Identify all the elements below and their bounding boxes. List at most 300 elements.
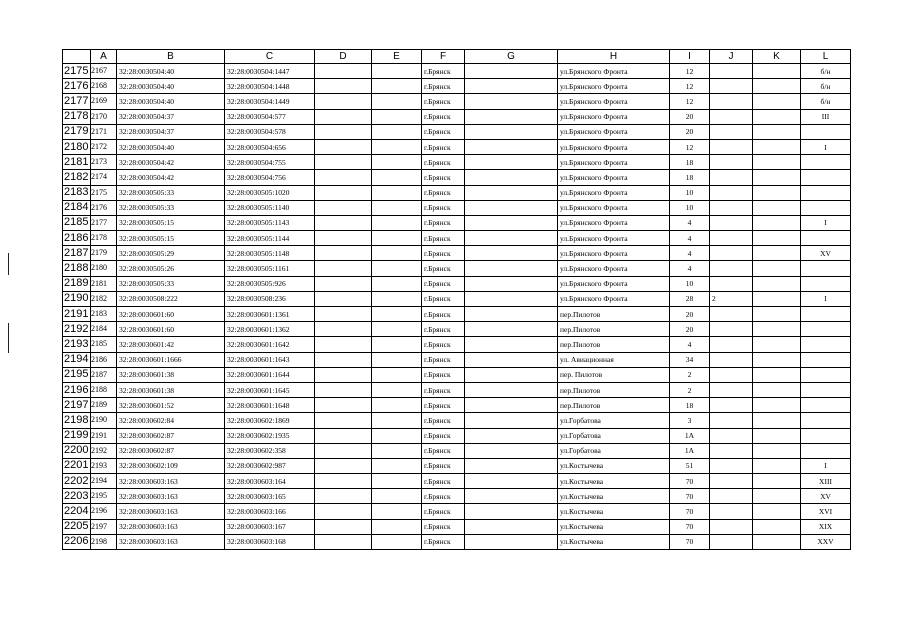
cell-g[interactable] [465,170,558,185]
cell-b[interactable]: 32:28:0030505:33 [117,185,225,200]
cell-h[interactable]: ул.Брянского Фронта [558,231,670,246]
cell-c[interactable]: 32:28:0030505:1143 [225,215,315,230]
cell-a[interactable]: 2194 [91,474,117,489]
cell-k[interactable] [753,109,801,124]
cell-h[interactable]: пер.Пилотов [558,337,670,352]
cell-h[interactable]: ул.Брянского Фронта [558,79,670,94]
cell-f[interactable]: г.Брянск [422,94,465,109]
cell-e[interactable] [372,79,422,94]
cell-g[interactable] [465,519,558,534]
cell-k[interactable] [753,246,801,261]
cell-b[interactable]: 32:28:0030602:109 [117,458,225,473]
row-number-cell[interactable]: 2195 [63,367,91,382]
cell-l[interactable]: XIII [801,474,851,489]
cell-g[interactable] [465,79,558,94]
cell-b[interactable]: 32:28:0030505:15 [117,215,225,230]
cell-l[interactable] [801,200,851,215]
cell-h[interactable]: ул.Брянского Фронта [558,109,670,124]
cell-d[interactable] [315,139,372,154]
cell-e[interactable] [372,428,422,443]
cell-f[interactable]: г.Брянск [422,322,465,337]
cell-a[interactable]: 2190 [91,413,117,428]
cell-j[interactable] [710,94,753,109]
cell-k[interactable] [753,94,801,109]
cell-i[interactable]: 70 [670,504,710,519]
cell-g[interactable] [465,276,558,291]
cell-i[interactable]: 12 [670,139,710,154]
cell-i[interactable]: 20 [670,307,710,322]
cell-h[interactable]: ул.Костычева [558,534,670,549]
cell-a[interactable]: 2177 [91,215,117,230]
cell-b[interactable]: 32:28:0030602:87 [117,443,225,458]
row-number-cell[interactable]: 2206 [63,534,91,549]
cell-d[interactable] [315,458,372,473]
cell-h[interactable]: ул.Брянского Фронта [558,139,670,154]
cell-c[interactable]: 32:28:0030505:1161 [225,261,315,276]
cell-g[interactable] [465,307,558,322]
cell-g[interactable] [465,109,558,124]
cell-a[interactable]: 2187 [91,367,117,382]
cell-h[interactable]: пер.Пилотов [558,307,670,322]
cell-h[interactable]: ул.Костычева [558,519,670,534]
cell-a[interactable]: 2170 [91,109,117,124]
cell-c[interactable]: 32:28:0030601:1642 [225,337,315,352]
cell-k[interactable] [753,276,801,291]
cell-k[interactable] [753,139,801,154]
cell-d[interactable] [315,307,372,322]
column-header[interactable]: K [753,50,801,64]
cell-h[interactable]: ул.Брянского Фронта [558,200,670,215]
cell-f[interactable]: г.Брянск [422,504,465,519]
cell-e[interactable] [372,489,422,504]
column-header[interactable]: D [315,50,372,64]
cell-a[interactable]: 2184 [91,322,117,337]
cell-h[interactable]: ул.Костычева [558,474,670,489]
row-number-cell[interactable]: 2184 [63,200,91,215]
cell-l[interactable]: I [801,215,851,230]
cell-c[interactable]: 32:28:0030601:1644 [225,367,315,382]
cell-d[interactable] [315,337,372,352]
cell-d[interactable] [315,504,372,519]
row-number-cell[interactable]: 2176 [63,79,91,94]
cell-k[interactable] [753,458,801,473]
cell-g[interactable] [465,534,558,549]
cell-f[interactable]: г.Брянск [422,64,465,79]
cell-h[interactable]: ул.Горбатова [558,413,670,428]
cell-e[interactable] [372,322,422,337]
cell-e[interactable] [372,352,422,367]
cell-i[interactable]: 18 [670,155,710,170]
row-number-cell[interactable]: 2187 [63,246,91,261]
cell-j[interactable] [710,64,753,79]
cell-k[interactable] [753,398,801,413]
cell-i[interactable]: 70 [670,519,710,534]
cell-b[interactable]: 32:28:0030504:40 [117,139,225,154]
cell-k[interactable] [753,79,801,94]
cell-a[interactable]: 2198 [91,534,117,549]
row-number-cell[interactable]: 2193 [63,337,91,352]
row-number-cell[interactable]: 2198 [63,413,91,428]
cell-h[interactable]: ул.Горбатова [558,443,670,458]
cell-d[interactable] [315,155,372,170]
cell-i[interactable]: 18 [670,170,710,185]
cell-e[interactable] [372,109,422,124]
cell-g[interactable] [465,200,558,215]
cell-e[interactable] [372,367,422,382]
cell-i[interactable]: 10 [670,185,710,200]
cell-d[interactable] [315,246,372,261]
row-number-cell[interactable]: 2186 [63,231,91,246]
cell-k[interactable] [753,337,801,352]
column-header[interactable]: B [117,50,225,64]
cell-j[interactable] [710,170,753,185]
column-header[interactable]: L [801,50,851,64]
cell-k[interactable] [753,428,801,443]
cell-b[interactable]: 32:28:0030601:60 [117,307,225,322]
cell-l[interactable]: XIX [801,519,851,534]
cell-g[interactable] [465,139,558,154]
cell-f[interactable]: г.Брянск [422,428,465,443]
cell-i[interactable]: 51 [670,458,710,473]
cell-c[interactable]: 32:28:0030601:1643 [225,352,315,367]
cell-l[interactable]: XVI [801,504,851,519]
cell-c[interactable]: 32:28:0030504:577 [225,109,315,124]
cell-d[interactable] [315,291,372,306]
cell-i[interactable]: 2 [670,382,710,397]
cell-e[interactable] [372,185,422,200]
cell-h[interactable]: ул.Брянского Фронта [558,185,670,200]
cell-i[interactable]: 28 [670,291,710,306]
cell-f[interactable]: г.Брянск [422,109,465,124]
cell-l[interactable]: б/н [801,94,851,109]
row-number-cell[interactable]: 2185 [63,215,91,230]
cell-l[interactable] [801,322,851,337]
cell-g[interactable] [465,504,558,519]
cell-h[interactable]: ул.Костычева [558,504,670,519]
cell-e[interactable] [372,398,422,413]
cell-a[interactable]: 2172 [91,139,117,154]
cell-i[interactable]: 4 [670,215,710,230]
row-number-cell[interactable]: 2202 [63,474,91,489]
cell-e[interactable] [372,64,422,79]
row-number-cell[interactable]: 2192 [63,322,91,337]
cell-g[interactable] [465,322,558,337]
cell-b[interactable]: 32:28:0030504:42 [117,170,225,185]
column-header[interactable]: C [225,50,315,64]
cell-l[interactable] [801,261,851,276]
cell-c[interactable]: 32:28:0030504:1447 [225,64,315,79]
cell-d[interactable] [315,185,372,200]
cell-e[interactable] [372,474,422,489]
column-header[interactable]: G [465,50,558,64]
cell-e[interactable] [372,337,422,352]
cell-e[interactable] [372,139,422,154]
cell-c[interactable]: 32:28:0030505:1020 [225,185,315,200]
cell-a[interactable]: 2179 [91,246,117,261]
cell-i[interactable]: 10 [670,276,710,291]
cell-i[interactable]: 10 [670,200,710,215]
cell-c[interactable]: 32:28:0030603:168 [225,534,315,549]
cell-c[interactable]: 32:28:0030505:1144 [225,231,315,246]
row-number-cell[interactable]: 2199 [63,428,91,443]
cell-g[interactable] [465,382,558,397]
cell-b[interactable]: 32:28:0030603:163 [117,489,225,504]
cell-i[interactable]: 12 [670,64,710,79]
cell-l[interactable] [801,185,851,200]
cell-e[interactable] [372,215,422,230]
row-number-cell[interactable]: 2180 [63,139,91,154]
cell-e[interactable] [372,124,422,139]
cell-l[interactable] [801,307,851,322]
cell-i[interactable]: 4 [670,337,710,352]
cell-k[interactable] [753,200,801,215]
cell-d[interactable] [315,443,372,458]
cell-l[interactable] [801,337,851,352]
cell-b[interactable]: 32:28:0030505:26 [117,261,225,276]
cell-a[interactable]: 2193 [91,458,117,473]
cell-d[interactable] [315,519,372,534]
row-number-cell[interactable]: 2175 [63,64,91,79]
cell-f[interactable]: г.Брянск [422,474,465,489]
cell-e[interactable] [372,519,422,534]
cell-g[interactable] [465,185,558,200]
row-number-cell[interactable]: 2204 [63,504,91,519]
cell-l[interactable] [801,428,851,443]
cell-k[interactable] [753,124,801,139]
cell-g[interactable] [465,443,558,458]
cell-b[interactable]: 32:28:0030602:87 [117,428,225,443]
cell-k[interactable] [753,504,801,519]
cell-l[interactable]: I [801,458,851,473]
cell-f[interactable]: г.Брянск [422,489,465,504]
cell-l[interactable] [801,170,851,185]
cell-g[interactable] [465,367,558,382]
cell-h[interactable]: ул.Костычева [558,458,670,473]
cell-l[interactable]: б/н [801,79,851,94]
cell-k[interactable] [753,307,801,322]
cell-h[interactable]: ул.Брянского Фронта [558,261,670,276]
cell-h[interactable]: ул.Горбатова [558,428,670,443]
cell-j[interactable] [710,155,753,170]
cell-e[interactable] [372,291,422,306]
row-number-cell[interactable]: 2179 [63,124,91,139]
cell-f[interactable]: г.Брянск [422,139,465,154]
cell-d[interactable] [315,352,372,367]
cell-f[interactable]: г.Брянск [422,200,465,215]
cell-j[interactable] [710,246,753,261]
cell-d[interactable] [315,64,372,79]
row-number-cell[interactable]: 2189 [63,276,91,291]
cell-j[interactable] [710,474,753,489]
cell-l[interactable] [801,443,851,458]
cell-i[interactable]: 70 [670,474,710,489]
cell-c[interactable]: 32:28:0030504:1449 [225,94,315,109]
cell-e[interactable] [372,200,422,215]
row-number-cell[interactable]: 2188 [63,261,91,276]
cell-k[interactable] [753,443,801,458]
cell-j[interactable] [710,428,753,443]
cell-g[interactable] [465,64,558,79]
cell-e[interactable] [372,231,422,246]
cell-b[interactable]: 32:28:0030603:163 [117,504,225,519]
cell-f[interactable]: г.Брянск [422,519,465,534]
cell-c[interactable]: 32:28:0030504:656 [225,139,315,154]
cell-a[interactable]: 2188 [91,382,117,397]
cell-b[interactable]: 32:28:0030601:60 [117,322,225,337]
cell-a[interactable]: 2186 [91,352,117,367]
cell-a[interactable]: 2185 [91,337,117,352]
cell-j[interactable] [710,398,753,413]
cell-f[interactable]: г.Брянск [422,246,465,261]
cell-b[interactable]: 32:28:0030601:38 [117,367,225,382]
cell-j[interactable] [710,200,753,215]
cell-k[interactable] [753,534,801,549]
cell-e[interactable] [372,276,422,291]
cell-j[interactable] [710,382,753,397]
cell-g[interactable] [465,413,558,428]
cell-b[interactable]: 32:28:0030504:40 [117,94,225,109]
cell-b[interactable]: 32:28:0030505:33 [117,276,225,291]
cell-f[interactable]: г.Брянск [422,185,465,200]
row-number-cell[interactable]: 2177 [63,94,91,109]
cell-b[interactable]: 32:28:0030505:33 [117,200,225,215]
cell-e[interactable] [372,261,422,276]
cell-e[interactable] [372,382,422,397]
cell-d[interactable] [315,367,372,382]
cell-b[interactable]: 32:28:0030601:42 [117,337,225,352]
cell-g[interactable] [465,261,558,276]
cell-e[interactable] [372,170,422,185]
cell-h[interactable]: ул.Брянского Фронта [558,246,670,261]
cell-d[interactable] [315,474,372,489]
cell-a[interactable]: 2174 [91,170,117,185]
cell-e[interactable] [372,155,422,170]
cell-d[interactable] [315,489,372,504]
cell-c[interactable]: 32:28:0030602:1935 [225,428,315,443]
cell-h[interactable]: ул.Брянского Фронта [558,124,670,139]
cell-f[interactable]: г.Брянск [422,124,465,139]
cell-g[interactable] [465,474,558,489]
row-number-cell[interactable]: 2178 [63,109,91,124]
cell-j[interactable] [710,261,753,276]
cell-b[interactable]: 32:28:0030504:40 [117,79,225,94]
cell-c[interactable]: 32:28:0030601:1645 [225,382,315,397]
cell-k[interactable] [753,322,801,337]
cell-a[interactable]: 2173 [91,155,117,170]
cell-c[interactable]: 32:28:0030603:165 [225,489,315,504]
cell-l[interactable]: XXV [801,534,851,549]
cell-i[interactable]: 2 [670,367,710,382]
row-number-cell[interactable]: 2181 [63,155,91,170]
cell-g[interactable] [465,428,558,443]
cell-d[interactable] [315,398,372,413]
cell-b[interactable]: 32:28:0030504:42 [117,155,225,170]
cell-i[interactable]: 12 [670,79,710,94]
cell-c[interactable]: 32:28:0030601:1648 [225,398,315,413]
cell-a[interactable]: 2176 [91,200,117,215]
cell-i[interactable]: 20 [670,109,710,124]
cell-j[interactable] [710,489,753,504]
cell-i[interactable]: 20 [670,322,710,337]
cell-a[interactable]: 2197 [91,519,117,534]
cell-h[interactable]: пер.Пилотов [558,398,670,413]
cell-f[interactable]: г.Брянск [422,261,465,276]
row-number-cell[interactable]: 2201 [63,458,91,473]
row-number-cell[interactable]: 2190 [63,291,91,306]
cell-l[interactable]: I [801,139,851,154]
cell-j[interactable] [710,458,753,473]
cell-f[interactable]: г.Брянск [422,291,465,306]
cell-h[interactable]: ул.Брянского Фронта [558,94,670,109]
cell-f[interactable]: г.Брянск [422,79,465,94]
cell-d[interactable] [315,413,372,428]
cell-g[interactable] [465,231,558,246]
cell-b[interactable]: 32:28:0030508:222 [117,291,225,306]
cell-g[interactable] [465,246,558,261]
cell-l[interactable]: XV [801,489,851,504]
cell-g[interactable] [465,94,558,109]
cell-j[interactable] [710,413,753,428]
cell-l[interactable] [801,413,851,428]
column-header[interactable]: J [710,50,753,64]
cell-i[interactable]: 34 [670,352,710,367]
cell-g[interactable] [465,398,558,413]
cell-d[interactable] [315,79,372,94]
cell-k[interactable] [753,367,801,382]
cell-f[interactable]: г.Брянск [422,367,465,382]
row-number-cell[interactable]: 2196 [63,382,91,397]
row-number-cell[interactable]: 2205 [63,519,91,534]
cell-i[interactable]: 70 [670,534,710,549]
cell-e[interactable] [372,94,422,109]
cell-j[interactable] [710,443,753,458]
cell-c[interactable]: 32:28:0030508:236 [225,291,315,306]
row-number-cell[interactable]: 2194 [63,352,91,367]
cell-k[interactable] [753,352,801,367]
cell-k[interactable] [753,185,801,200]
cell-i[interactable]: 20 [670,124,710,139]
cell-i[interactable]: 4 [670,246,710,261]
cell-j[interactable] [710,276,753,291]
cell-c[interactable]: 32:28:0030602:358 [225,443,315,458]
cell-j[interactable] [710,215,753,230]
cell-a[interactable]: 2175 [91,185,117,200]
cell-j[interactable] [710,504,753,519]
cell-c[interactable]: 32:28:0030603:166 [225,504,315,519]
cell-d[interactable] [315,231,372,246]
cell-f[interactable]: г.Брянск [422,352,465,367]
cell-i[interactable]: 70 [670,489,710,504]
cell-b[interactable]: 32:28:0030505:29 [117,246,225,261]
cell-j[interactable] [710,337,753,352]
cell-c[interactable]: 32:28:0030505:1140 [225,200,315,215]
cell-i[interactable]: 1А [670,428,710,443]
cell-j[interactable] [710,307,753,322]
cell-l[interactable] [801,367,851,382]
cell-g[interactable] [465,458,558,473]
cell-h[interactable]: пер.Пилотов [558,382,670,397]
cell-d[interactable] [315,276,372,291]
cell-g[interactable] [465,352,558,367]
cell-b[interactable]: 32:28:0030602:84 [117,413,225,428]
row-number-cell[interactable]: 2191 [63,307,91,322]
cell-k[interactable] [753,519,801,534]
cell-i[interactable]: 12 [670,94,710,109]
cell-e[interactable] [372,307,422,322]
cell-i[interactable]: 3 [670,413,710,428]
cell-j[interactable] [710,322,753,337]
cell-j[interactable]: 2 [710,291,753,306]
